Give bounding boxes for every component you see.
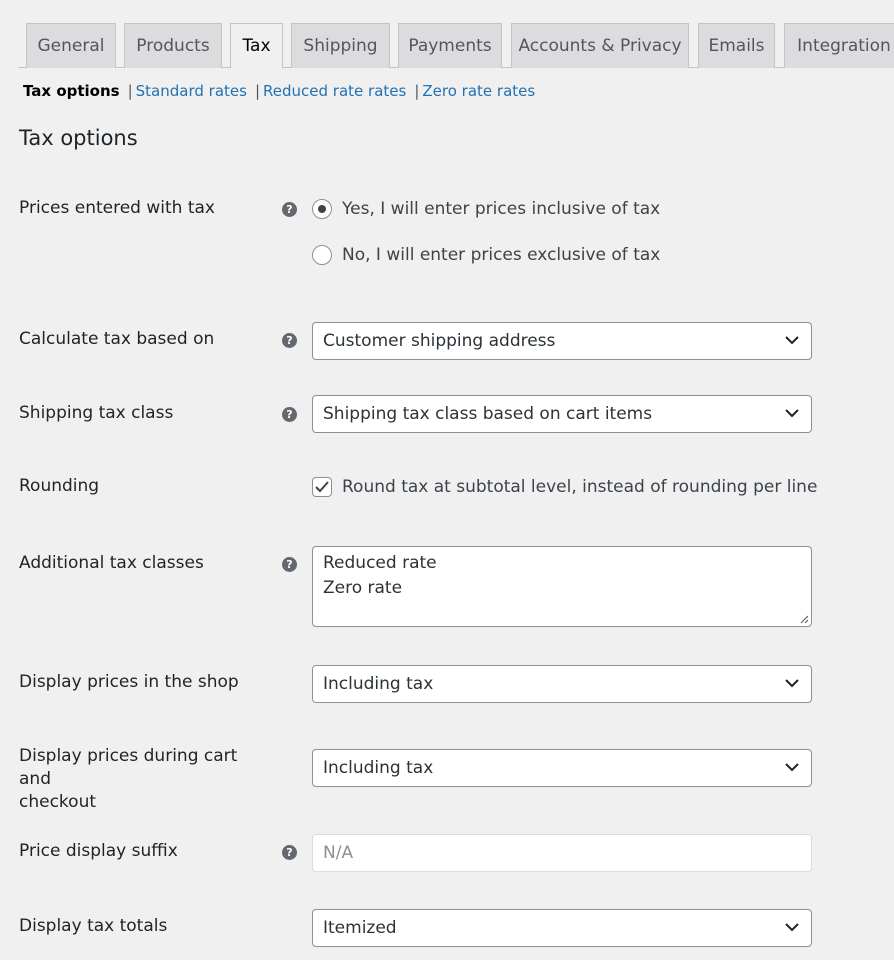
- subsection-nav: [23, 80, 535, 102]
- price-suffix-input[interactable]: [312, 834, 812, 872]
- subnav-link-reduced-rate-rates[interactable]: Reduced rate rates: [263, 82, 407, 100]
- display-cart-label: [19, 745, 269, 814]
- radio-label: No, I will enter prices exclusive of tax: [342, 245, 661, 265]
- chevron-down-icon: [785, 408, 799, 418]
- select-value: Shipping tax class based on cart items: [323, 404, 653, 424]
- subnav-link-standard-rates[interactable]: Standard rates: [135, 82, 247, 100]
- additional-classes-label: Additional tax classes: [19, 553, 204, 573]
- help-icon[interactable]: ?: [282, 202, 297, 217]
- select-value: Including tax: [323, 758, 434, 778]
- shipping-tax-class-select[interactable]: [312, 395, 812, 433]
- rounding-checkbox[interactable]: [312, 477, 332, 497]
- tab-shipping[interactable]: Shipping: [291, 23, 390, 68]
- display-shop-label: Display prices in the shop: [19, 672, 239, 692]
- price-suffix-label: Price display suffix: [19, 841, 178, 861]
- subnav-current: Tax options: [23, 82, 120, 100]
- additional-classes-textarea[interactable]: [312, 546, 812, 627]
- textarea-line: Reduced rate: [323, 553, 437, 573]
- input-placeholder: N/A: [323, 843, 354, 863]
- radio-inclusive[interactable]: [312, 199, 660, 219]
- subnav-separator: |: [414, 82, 420, 100]
- tab-general[interactable]: General: [26, 23, 116, 68]
- tab-accounts-privacy[interactable]: Accounts & Privacy: [511, 23, 689, 68]
- select-value: Itemized: [323, 918, 397, 938]
- tab-integration[interactable]: Integration: [784, 23, 894, 68]
- calc-based-on-label: Calculate tax based on: [19, 329, 215, 349]
- display-cart-select[interactable]: [312, 749, 812, 787]
- help-icon[interactable]: ?: [282, 557, 297, 572]
- radio-exclusive[interactable]: [312, 245, 660, 265]
- select-value: Customer shipping address: [323, 331, 556, 351]
- radio-label: Yes, I will enter prices inclusive of tax: [342, 199, 661, 219]
- help-icon[interactable]: ?: [282, 845, 297, 860]
- resize-handle-icon[interactable]: [799, 614, 809, 624]
- tab-products[interactable]: Products: [124, 23, 222, 68]
- subnav-link-zero-rate-rates[interactable]: Zero rate rates: [422, 82, 536, 100]
- textarea-line: Zero rate: [323, 578, 403, 598]
- subnav-separator: |: [127, 82, 133, 100]
- display-cart-label-line: checkout: [19, 792, 97, 812]
- help-icon[interactable]: ?: [282, 407, 297, 422]
- shipping-tax-class-label: Shipping tax class: [19, 403, 174, 423]
- section-title: Tax options: [19, 126, 138, 150]
- prices-entered-label: Prices entered with tax: [19, 198, 215, 218]
- calc-based-on-select[interactable]: [312, 322, 812, 360]
- radio-button[interactable]: [312, 199, 332, 219]
- rounding-checkbox-label: Round tax at subtotal level, instead of rounding per line: [342, 477, 818, 497]
- rounding-checkbox-row[interactable]: [312, 477, 817, 497]
- radio-button[interactable]: [312, 245, 332, 265]
- tab-payments[interactable]: Payments: [398, 23, 502, 68]
- display-totals-select[interactable]: [312, 909, 812, 947]
- chevron-down-icon: [785, 678, 799, 688]
- chevron-down-icon: [785, 335, 799, 345]
- subnav-separator: |: [254, 82, 261, 100]
- tab-emails[interactable]: Emails: [698, 23, 775, 68]
- display-totals-label: Display tax totals: [19, 916, 168, 936]
- checkmark-icon: [315, 481, 329, 493]
- chevron-down-icon: [785, 922, 799, 932]
- settings-tabs: [18, 0, 894, 68]
- select-value: Including tax: [323, 674, 434, 694]
- help-icon[interactable]: ?: [282, 333, 297, 348]
- chevron-down-icon: [785, 762, 799, 772]
- display-cart-label-line: Display prices during cart and: [19, 746, 238, 789]
- rounding-label: Rounding: [19, 476, 100, 496]
- display-shop-select[interactable]: [312, 665, 812, 703]
- tab-tax[interactable]: Tax: [230, 23, 283, 69]
